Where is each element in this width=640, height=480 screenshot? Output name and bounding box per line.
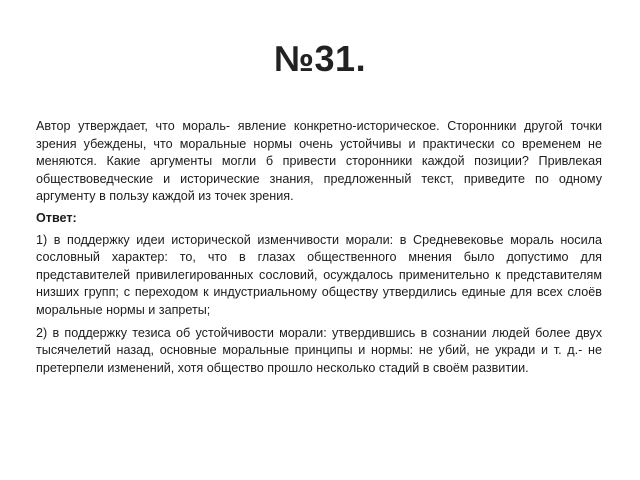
answer-number: 1) [36, 232, 48, 247]
answer-text: в поддержку идеи исторической изменчивости морали: в Средневековье мораль носила сословный характер: то, что в глазах общественного мнения было допустимо для представителей привилегированных сословий, осуждалось применительно к представителям низших групп; с переходом к индустриальному обществу утвердились единые для всех слоёв моральные нормы и запреты; [36, 232, 602, 317]
answer-item-2 [36, 325, 602, 378]
question-text: Автор утверждает, что мораль- явление конкретно-историческое. Сторонники другой точки зрения убеждены, что моральные нормы очень устойчивы и практически со временем не меняются. Какие аргументы могли б привести сторонники каждой позиции? Привлекая обществоведческие и исторические знания, предложенный текст, приведите по одному аргументу в пользу каждой из точек зрения. [36, 119, 602, 204]
answer-label: Ответ: [36, 210, 77, 225]
answer-item-1 [36, 232, 602, 320]
slide-body [36, 118, 602, 382]
answer-text: в поддержку тезиса об устойчивости морали: утвердившись в сознании людей более двух тысячелетий назад, основные моральные принципы и нормы: не убий, не укради и т. д.- не претерпели изменений, хотя общество прошло несколько стадий в своём развитии. [36, 325, 602, 375]
slide-title: №31. [273, 38, 367, 79]
answer-number: 2) [36, 325, 48, 340]
